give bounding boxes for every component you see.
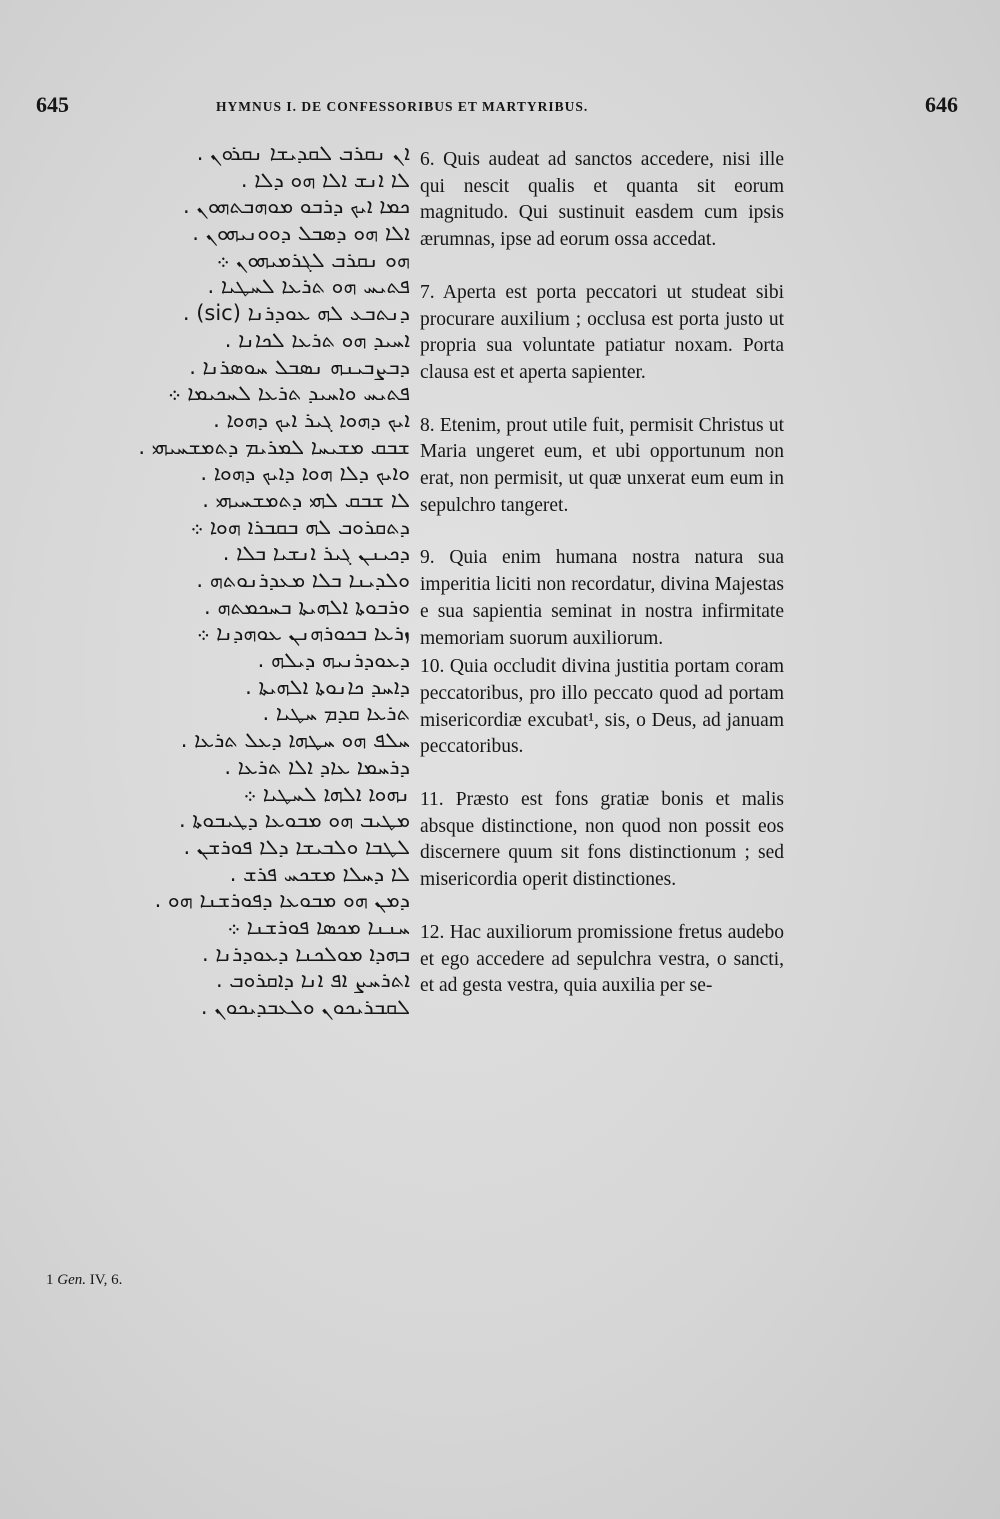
syriac-line: ܕܐܚܕ ܟܐܢܘܬܐ ܐܠܗܝܬܐ . (245, 674, 410, 699)
footnote (46, 1272, 122, 1289)
syriac-line: ܐܬܪܚܨ ܐܦ ܐܢܐ ܕܐܩܪܘܒ . (215, 968, 410, 993)
syriac-line: ܙܪܥܐ ܒܟܘܪܗܢܢ ܥܘܗܕܢܐ ܀ (196, 621, 410, 646)
syriac-line: ܡܛܝܒ ܗܘ ܡܒܘܥܐ ܕܛܝܒܘܬܐ . (178, 808, 410, 833)
paragraph-8: 8. Etenim, prout utile fuit, permisit Christus ut Maria ungeret eum, et ubi opportunum non erat, non permisit, ut quæ unxerat eum eum in sepulchro tangeret. (420, 414, 784, 516)
paragraph-7: 7. Aperta est porta peccatori ut studeat sibi procurare auxilium ; occlusa est porta justo ut propria sua voluntate patiatur noxam. Porta clausa est et aperta sapienter. (420, 281, 784, 383)
syriac-line: ܕܥܘܕܪܢܝܗ ܕܝܠܗ . (257, 648, 410, 673)
syriac-line: ܐܝܟ ܕܗܘܐ ܓܝܪ ܐܝܟ ܕܗܘܐ . (213, 407, 410, 432)
syriac-line: ܦܬܝܚ ܘܐܚܝܕ ܬܪܥܐ ܠܚܟܝܡܐ ܀ (168, 381, 410, 406)
syriac-line: ܕܬܩܪܘܒ ܠܗ ܒܩܒܪܐ ܗܘܐ ܀ (190, 514, 410, 539)
syriac-line: ܠܛܒܐ ܘܠܒܝܫܐ ܕܠܐ ܦܘܪܫܢ . (183, 834, 410, 859)
syriac-line: ܘܪܒܘܬܐ ܐܠܗܝܬܐ ܒܚܟܡܬܗ . (204, 594, 410, 619)
syriac-line: ܕܟܝܢܢ ܓܝܪ ܐܢܫܝܐ ܒܠܐ . (222, 541, 410, 566)
paragraph-10: 10. Quia occludit divina justitia portam coram peccatoribus, pro illo peccato quod ad portam misericordiæ excubat¹, sis, o Deus, ad januam peccatoribus. (420, 656, 784, 758)
footnote-location: IV, 6. (89, 1272, 123, 1288)
syriac-line: ܦܬܝܚ ܗܘ ܬܪܥܐ ܠܚܛܝܐ . (207, 274, 410, 299)
syriac-line: ܢܗܘܐ ܐܠܗܐ ܠܚܛܝܐ ܀ (243, 781, 410, 806)
syriac-line: ܒܗܕܐ ܡܘܠܟܢܐ ܕܥܘܕܪܢܐ . (202, 941, 410, 966)
syriac-line: ܕܪܚܡܐ ܥܐܕ ܐܠܐ ܬܪܥܐ . (224, 754, 410, 779)
syriac-line: ܠܐ ܕܚܠܐ ܡܫܟܚ ܦܪܫ . (229, 861, 410, 886)
paragraph-9: 9. Quia enim humana nostra natura sua imperitia liciti non recordatur, divina Majestas e sua sapientia seminat in nostra infirmitate memoriam suorum auxiliorum. (420, 547, 784, 649)
syriac-line: ܕܡܢ ܗܘ ܡܒܘܥܐ ܕܦܘܪܫܢܐ ܗܘ . (154, 888, 410, 913)
syriac-line: ܫܒܩ ܡܫܝܚܐ ܠܡܪܝܡ ܕܬܡܫܚܝܗܝ . (138, 434, 410, 459)
syriac-line: ܐܠܐ ܗܘ ܕܣܒܠ ܕܘܘܢܝܗܘܢ . (192, 221, 410, 246)
syriac-line: ܘܠܕܝܢܐ ܒܠܐ ܡܥܕܪܢܘܬܗ . (196, 568, 410, 592)
syriac-line: ܬܪܥܐ ܩܕܡ ܚܛܝܐ . (262, 701, 410, 726)
syriac-line: ܐܚܝܕ ܗܘ ܬܪܥܐ ܠܟܐܢܐ . (224, 327, 410, 352)
latin-text-column (420, 147, 784, 1000)
paragraph-11: 11. Præsto est fons gratiæ bonis et malis absque distinctione, non quod non possit eos discernere quum sit fons distinctionum ; sed misericordia operit distinctiones. (420, 789, 784, 891)
paragraph-12: 12. Hac auxiliorum promissione fretus audebo et ego accedere ad sepulchra vestra, o sancti, et ad gesta vestra, quia auxilia per se- (420, 921, 784, 997)
syriac-line: ܟܡܐ ܐܝܟ ܕܪܒܘ ܡܘܗܒܬܗܘܢ . (183, 194, 410, 219)
syriac-line: ܚܢܢܐ ܡܟܣܐ ܦܘܪܫܢܐ ܀ (227, 914, 410, 939)
paragraph-6: 6. Quis audeat ad sanctos accedere, nisi ille qui nescit qualis et quanta sit eorum magnitudo. Qui sustinuit easdem cum ipsis ærumnas, ipse ad eorum ossa accedat. (420, 149, 784, 251)
page-header (36, 92, 958, 122)
syriac-line: ܚܠܦ ܗܘ ܚܛܗܐ ܕܥܠ ܬܪܥܐ . (180, 728, 410, 753)
syriac-line: ܠܐ ܐܢܫ ܐܠܐ ܗܘ ܕܠܐ . (240, 167, 410, 192)
syriac-line: ܕܒܨܒܝܢܗ ܢܣܒܠ ܚܘܣܪܢܐ . (189, 354, 410, 379)
syriac-line: ܗܘ ܢܩܪܒ ܠܓܪܡܝܗܘܢ ܀ (216, 247, 410, 272)
syriac-line: ܕܢܬܒܥ ܠܗ ܥܘܕܪܢܐ (sic) . (182, 301, 410, 326)
page-number-right: 646 (925, 92, 958, 117)
footnote-reference: Gen. (57, 1272, 86, 1288)
syriac-text-column (140, 140, 410, 1021)
syriac-line: ܠܐ ܫܒܩ ܠܗܝ ܕܬܡܫܚܝܗܝ . (202, 487, 410, 512)
footnote-marker: 1 (46, 1272, 54, 1288)
page-number-left: 645 (36, 92, 69, 117)
syriac-line: ܐܢ ܢܩܪܒ ܠܩܕܝܫܐ ܢܩܪܘܢ . (196, 141, 410, 165)
syriac-line: ܠܩܒܪܝܟܘܢ ܘܠܥܒܕܝܟܘܢ . (200, 995, 410, 1019)
running-title: HYMNUS I. DE CONFESSORIBUS ET MARTYRIBUS. (216, 99, 589, 114)
syriac-line: ܘܐܝܟ ܕܠܐ ܗܘܐ ܕܐܝܟ ܕܗܘܐ . (200, 461, 410, 486)
